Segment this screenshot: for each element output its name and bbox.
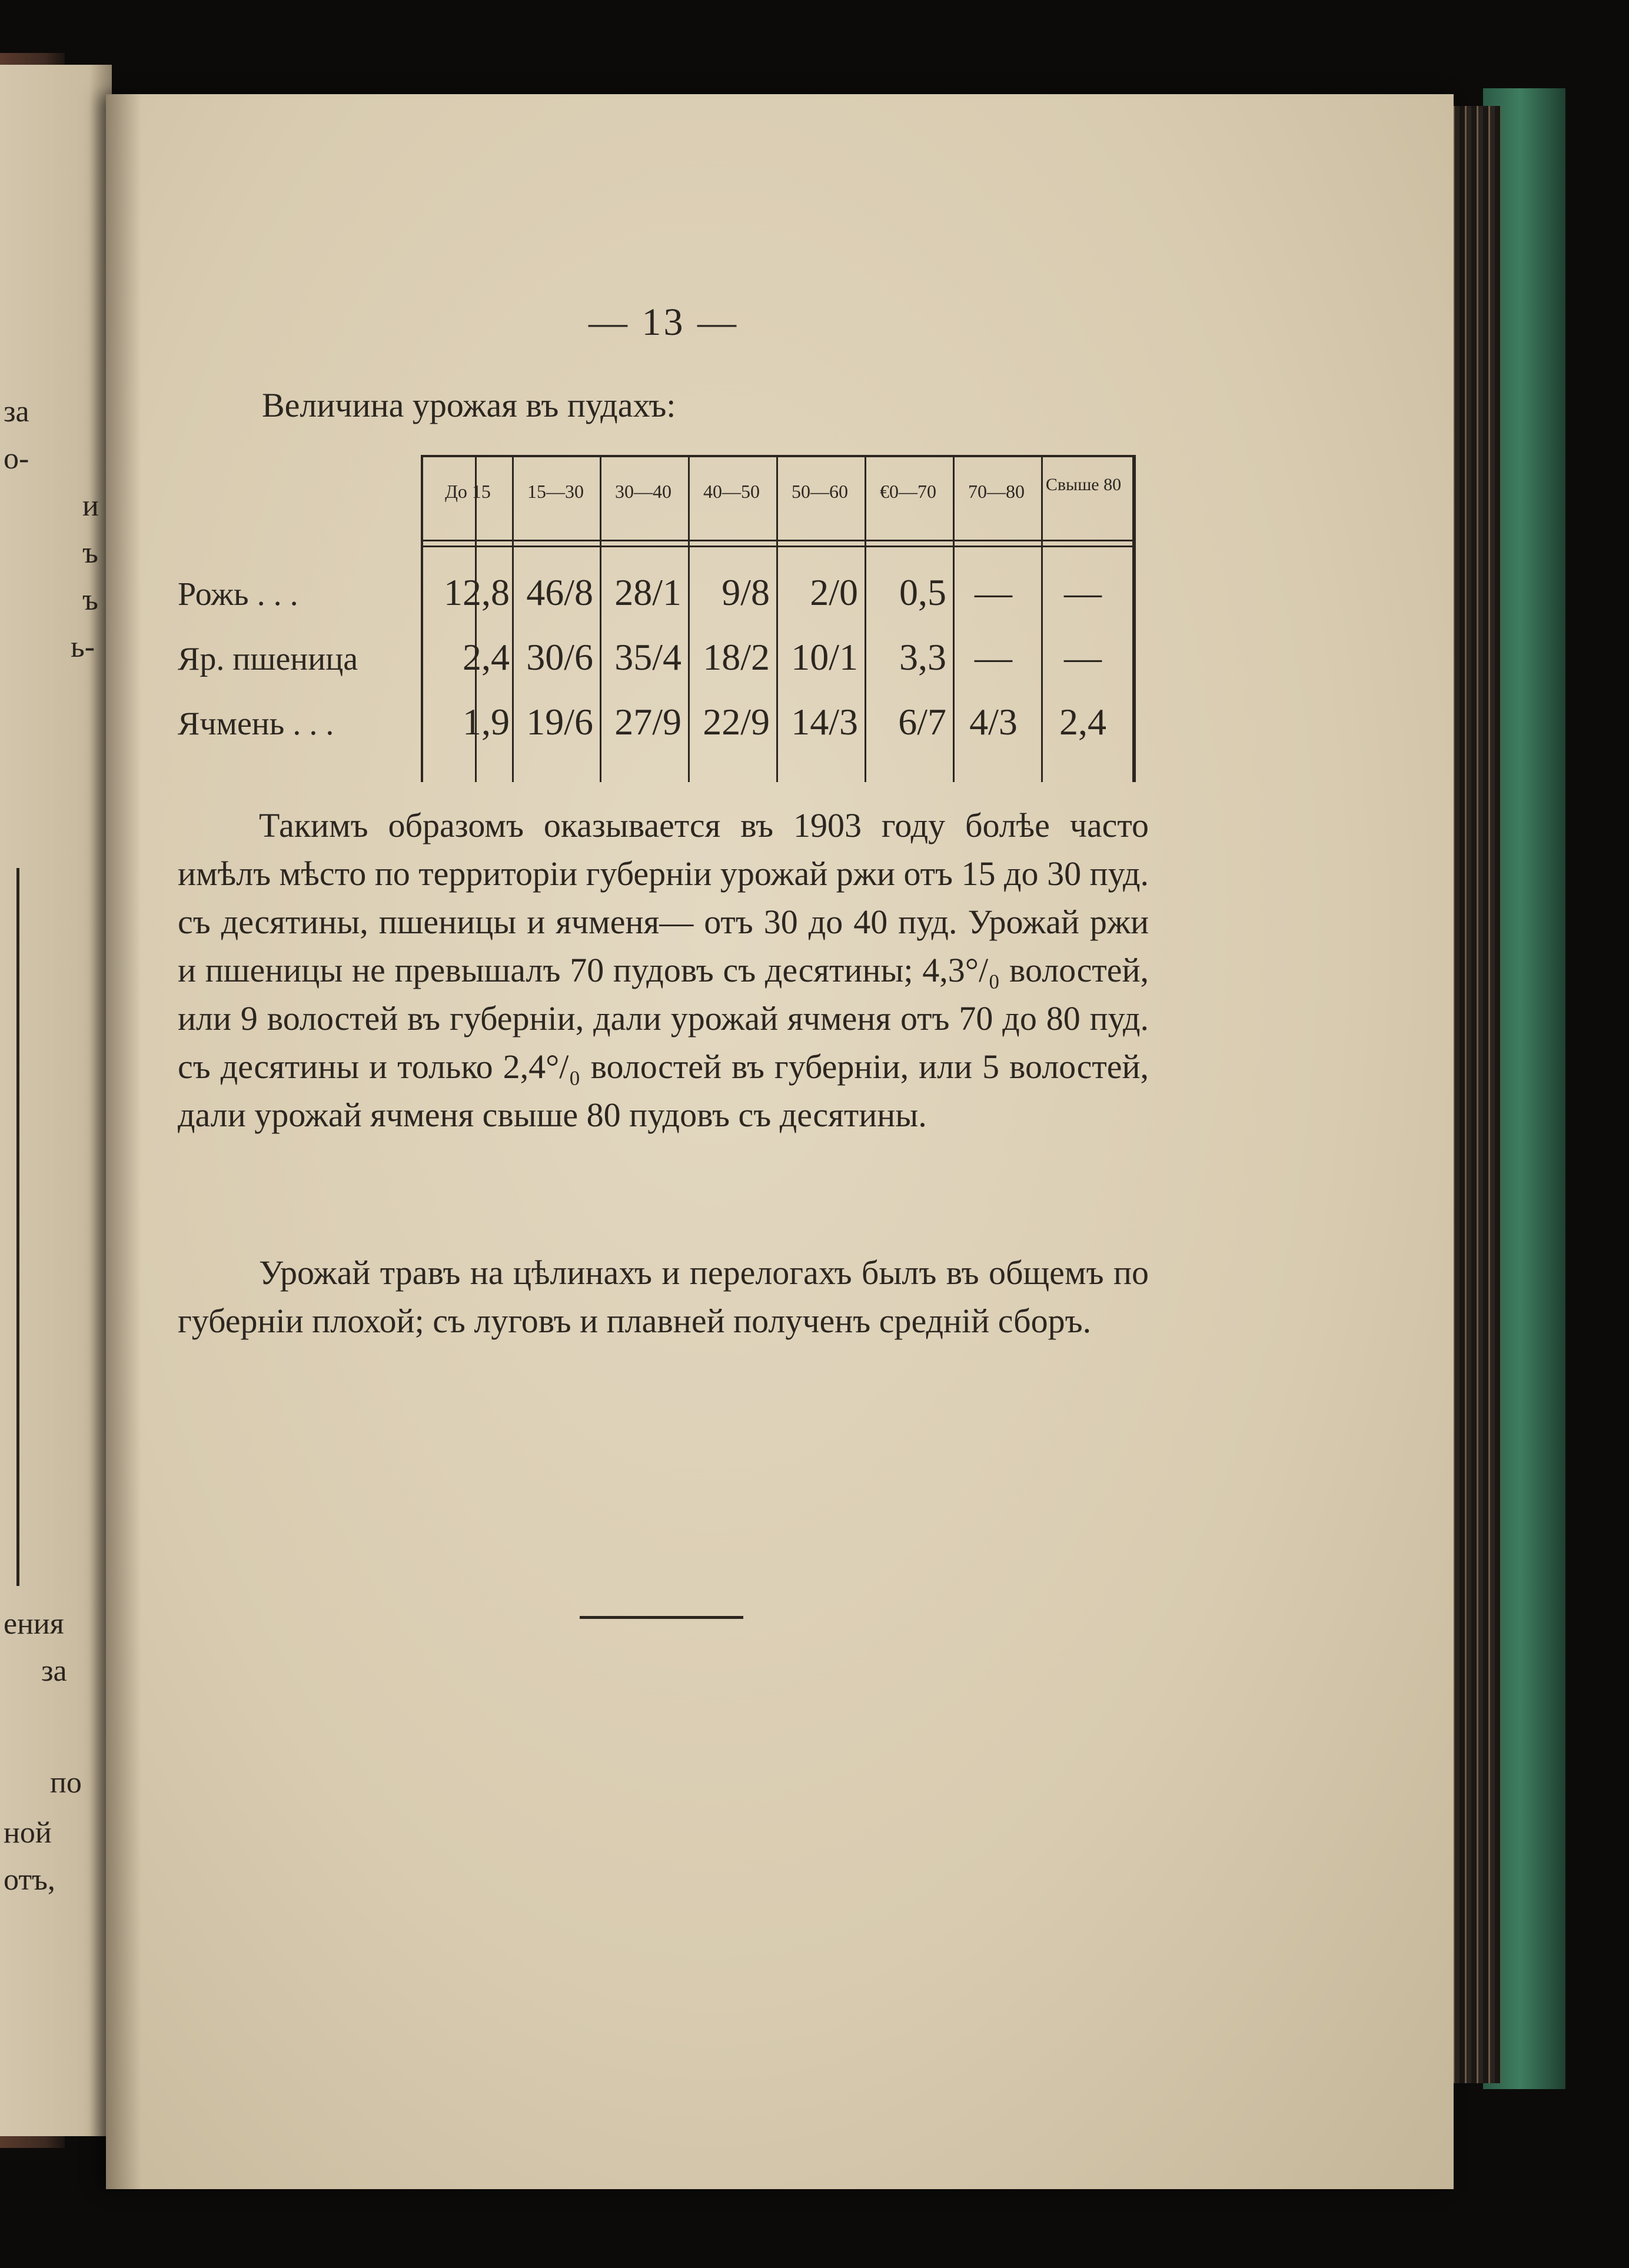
table-cell: 9/8 — [722, 571, 770, 613]
prev-page-fragment: ъ — [82, 583, 98, 617]
table-cell: 0,5 — [899, 571, 946, 613]
prev-page-fragment: и — [82, 489, 99, 523]
column-header: 70—80 — [968, 481, 1025, 502]
table-cell: 28/1 — [614, 571, 681, 613]
table-caption: Величина урожая въ пудахъ: — [262, 386, 676, 424]
paragraph-text: Урожай травъ на цѣлинахъ и перелогахъ былъ въ общемъ по губерніи плохой; съ луговъ и плавней полученъ средній сборъ. — [178, 1253, 1149, 1340]
table-cell: 6/7 — [898, 701, 946, 743]
table-cell: — — [1064, 571, 1102, 613]
page-gutter-shadow — [106, 94, 141, 2189]
row-label: Ячмень . . . — [178, 706, 334, 742]
column-header: 15—30 — [527, 481, 584, 502]
table-cell: 18/2 — [703, 636, 770, 678]
end-rule — [580, 1616, 743, 1619]
table-cell: 35/4 — [614, 636, 681, 678]
row-label: Яр. пшеница — [178, 641, 358, 677]
prev-page-fragment: за — [4, 395, 29, 428]
previous-page-edge — [0, 65, 112, 2136]
prev-page-table-border — [0, 868, 19, 1586]
prev-page-fragment: ь- — [71, 630, 95, 664]
column-header: 30—40 — [615, 481, 671, 502]
prev-page-fragment: ной — [4, 1816, 52, 1850]
prev-page-fragment: по — [50, 1766, 82, 1800]
column-header: 40—50 — [703, 481, 760, 502]
table-cell: 4/3 — [969, 701, 1018, 743]
table-cell: — — [1064, 636, 1102, 678]
prev-page-fragment: ения — [4, 1607, 64, 1641]
table-cell: 2/0 — [810, 571, 858, 613]
prev-page-fragment: отъ, — [4, 1863, 55, 1897]
column-header: Свыше 80 — [1045, 475, 1122, 494]
column-header: 50—60 — [792, 481, 848, 502]
table-cell: 10/1 — [791, 636, 858, 678]
paragraph-text: Такимъ образомъ оказывается въ 1903 году болѣе часто имѣлъ мѣсто по территоріи губерніи урожай ржи отъ 15 до 30 пуд. съ десятины, пшеницы и ячменя— отъ 30 до 40 пуд. Урожай ржи и пшеницы не превышалъ 70 пудовъ съ десятины; 4,3°/₀ волостей, или 9 волостей въ губерніи, дали урожай ячменя отъ 70 до 80 пуд. съ десятины и только 2,4°/₀ волостей въ губерніи, или 5 волостей, дали урожай ячменя свыше 80 пудовъ съ десятины. — [178, 806, 1149, 1134]
table-cell: 46/8 — [526, 571, 593, 613]
table-cell: 2,4 — [463, 636, 510, 678]
prev-page-fragment: о- — [4, 442, 29, 475]
table-cell: 22/9 — [703, 701, 770, 743]
table-cell: 2,4 — [1059, 701, 1106, 743]
page-number: — 13 — — [589, 301, 739, 344]
column-header: €0—70 — [880, 481, 936, 502]
table-cell: 12,8 — [444, 571, 510, 613]
paragraph-yield-summary — [178, 802, 1149, 1139]
table-cell: — — [975, 636, 1012, 678]
paragraph-grass-harvest — [178, 1249, 1149, 1345]
row-label: Рожь . . . — [178, 576, 298, 613]
table-cell: 1,9 — [463, 701, 510, 743]
table-cell: 14/3 — [791, 701, 858, 743]
table-cell: 30/6 — [526, 636, 593, 678]
prev-page-fragment: ъ — [82, 536, 98, 570]
table-cell: 27/9 — [614, 701, 681, 743]
column-header: До 15 — [445, 481, 491, 502]
table-cell: — — [975, 571, 1012, 613]
prev-page-fragment: за — [41, 1654, 67, 1688]
table-cell: 19/6 — [526, 701, 593, 743]
table-cell: 3,3 — [899, 636, 946, 678]
